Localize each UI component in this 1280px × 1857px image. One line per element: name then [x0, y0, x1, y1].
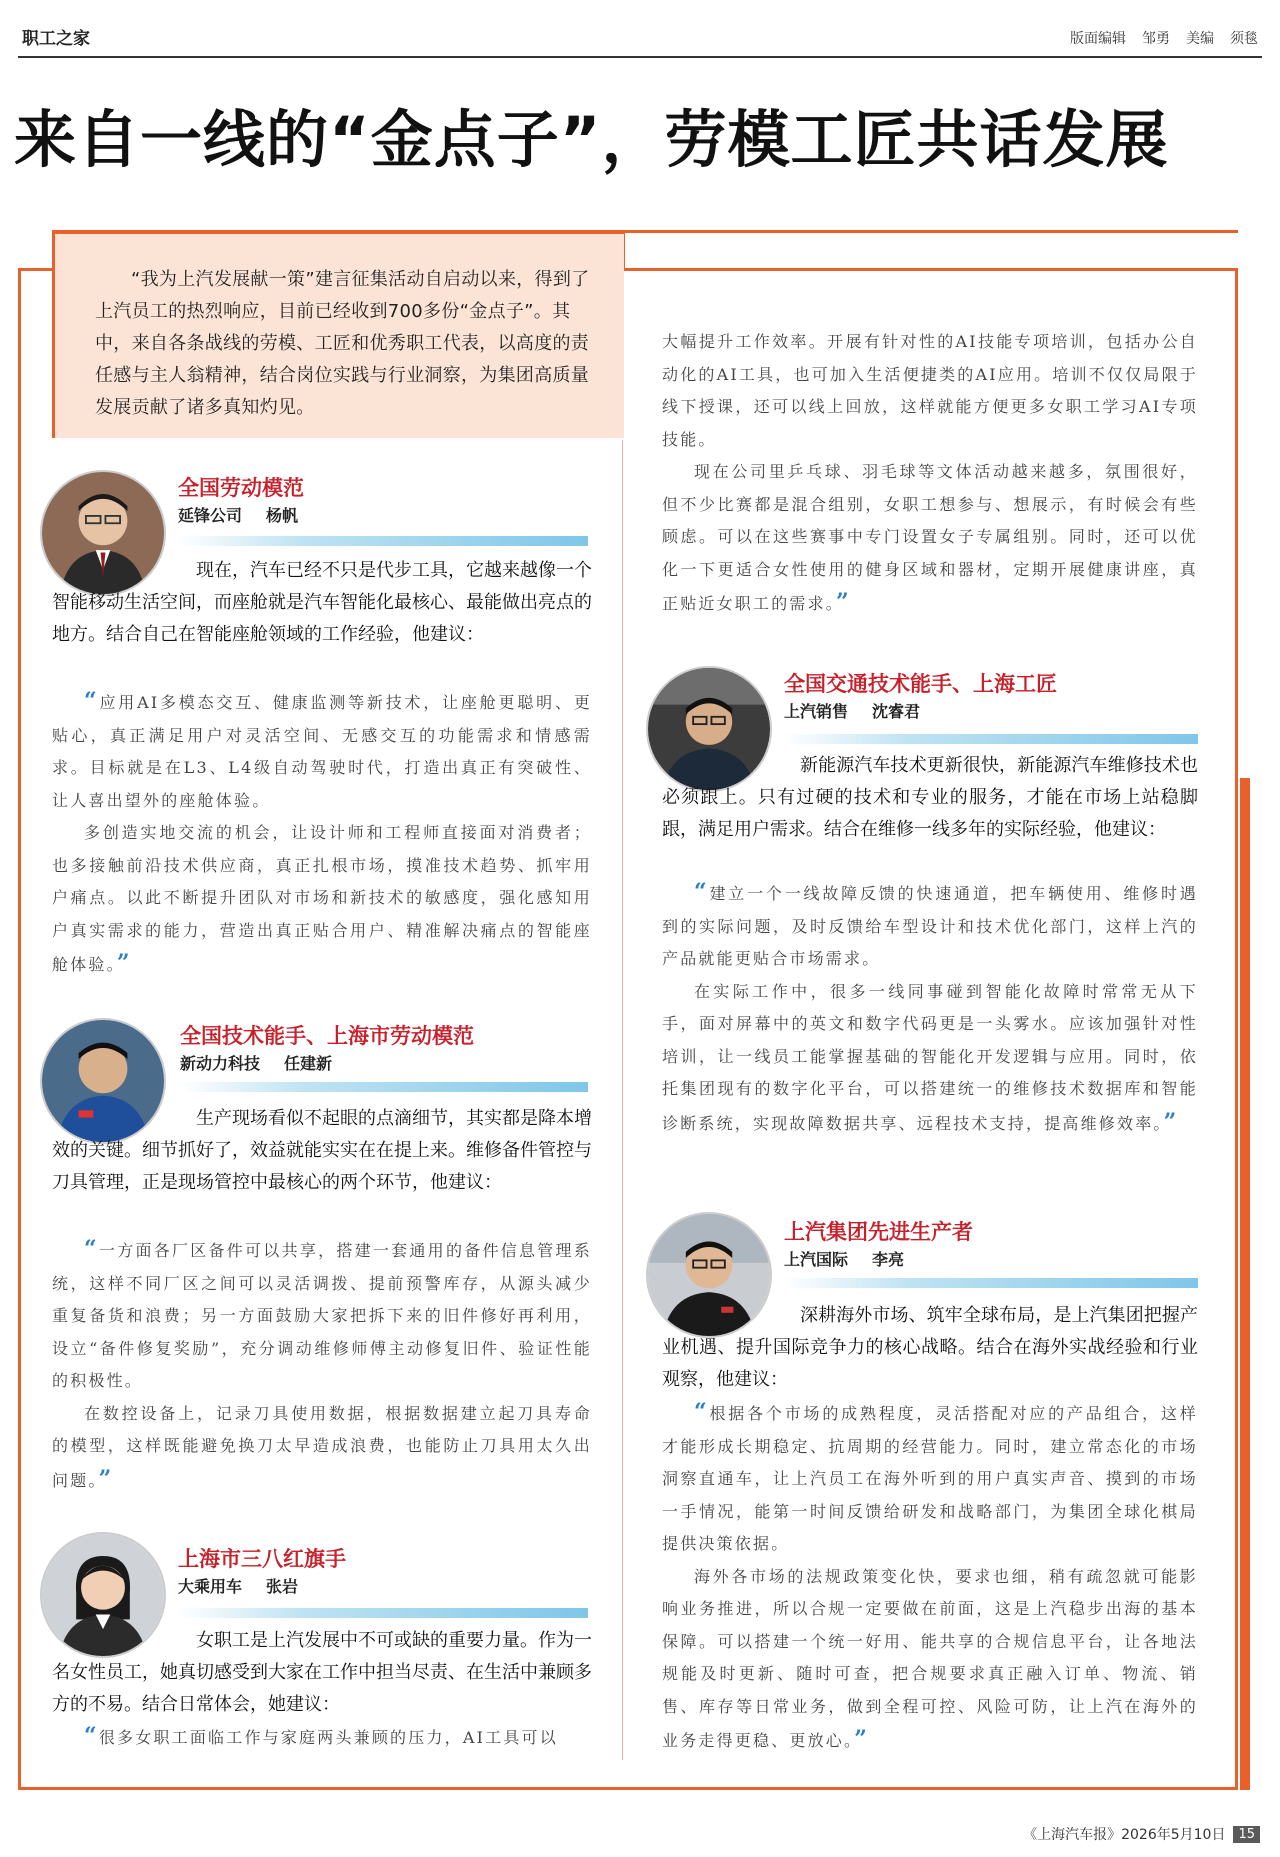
close-quote-icon: ”: [836, 589, 851, 615]
honor-title: 全国劳动模范: [178, 475, 304, 500]
lead-paragraph: 现在，汽车已经不只是代步工具，它越来越像一个智能移动生活空间，而座舱就是汽车智能化最核心、最能做出亮点的地方。结合自己在智能座舱领域的工作经验，他建议：: [52, 560, 592, 645]
quote-text: 在数控设备上，记录刀具使用数据，根据数据建立起刀具寿命的模型，这样既能避免换刀太早造成浪费，也能防止刀具用太久出问题。: [52, 1403, 592, 1490]
quote-text: 应用AI多模态交互、健康监测等新技术，让座舱更聪明、更贴心，真正满足用户对灵活空间、无感交互的功能需求和情感需求。目标就是在L3、L4级自动驾驶时代，打造出真正有突破性、让人喜出望外的座舱体验。: [52, 693, 592, 810]
honor-title: 上海市三八红旗手: [178, 1546, 346, 1571]
quote-text: 在实际工作中，很多一线同事碰到智能化故障时常常无从下手，面对屏幕中的英文和数字代码更是一头雾水。应该加强针对性培训，让一线员工能掌握基础的智能化开发逻辑与应用。同时，依托集团现有的数字化平台，可以搭建统一的维修技术数据库和智能诊断系统，实现故障数据共享、远程技术支持，提高维修效率。: [662, 981, 1198, 1133]
intro-box: [52, 230, 624, 438]
column-divider: [622, 440, 623, 1760]
close-quote-icon: ”: [1163, 1108, 1179, 1135]
editor-credits: [1070, 28, 1258, 48]
section-title: 职工之家: [22, 29, 90, 49]
person-name: 张岩: [266, 1577, 299, 1596]
quote-text: 很多女职工面临工作与家庭两头兼顾的压力，AI工具可以: [98, 1728, 558, 1747]
quote-text: 根据各个市场的成熟程度，灵活搭配对应的产品组合，这样才能形成长期稳定、抗周期的经营能力。同时，建立常态化的市场洞察直通车，让上汽员工在海外听到的用户真实声音、摸到的市场一手情况，能第一时间反馈给研发和战略部门，为集团全球化棋局提供决策依据。: [662, 1404, 1198, 1553]
person-credit: [784, 699, 920, 722]
open-quote-icon: “: [694, 879, 709, 905]
quote-block: [52, 1720, 592, 1755]
lead-paragraph: 女职工是上汽发展中不可或缺的重要力量。作为一名女性员工，她真切感受到大家在工作中担当尽责、在生活中兼顾多方的不易。结合日常体会，她建议：: [52, 1630, 592, 1715]
name-underline-bar: [784, 734, 1198, 744]
close-quote-icon: ”: [854, 1726, 870, 1752]
headline: 来自一线的“金点子”，劳模工匠共话发展: [14, 103, 1169, 176]
quote-text: 海外各市场的法规政策变化快，要求也细，稍有疏忽就可能影响业务推进，所以合规一定要做在前面，这是上汽稳步出海的基本保障。可以搭建一个统一好用、能共享的合规信息平台，让各地法规能及时更新、随时可查，把合规要求真正融入订单、物流、销售、库存等日常业务，做到全程可控、风险可防，让上汽在海外的业务走得更稳、更放心。: [662, 1566, 1198, 1750]
name-underline-bar: [178, 536, 588, 546]
quote-text: 大幅提升工作效率。开展有针对性的AI技能专项培训，包括办公自动化的AI工具，也可加入生活便捷类的AI应用。培训不仅仅局限于线下授课，还可以线上回放，这样就能方便更多女职工学习AI专项技能。: [662, 332, 1198, 449]
quote-text: 建立一个一线故障反馈的快速通道，把车辆使用、维修时遇到的实际问题，及时反馈给车型设计和技术优化部门，这样上汽的产品就能更贴合市场需求。: [662, 884, 1198, 968]
close-quote-icon: ”: [98, 1465, 114, 1492]
lead-paragraph: 生产现场看似不起眼的点滴细节，其实都是降本增效的关键。细节抓好了，效益就能实实在在提上来。维修备件管控与刀具管理，正是现场管控中最核心的两个环节，他建议：: [52, 1108, 592, 1193]
person-company: 延锋公司: [178, 506, 243, 525]
person-credit: [178, 1574, 298, 1597]
lead-paragraph: 新能源汽车技术更新很快，新能源汽车维修技术也必须跟上。只有过硬的技术和专业的服务，才能在市场上站稳脚跟，满足用户需求。结合在维修一线多年的实际经验，他建议：: [662, 755, 1198, 840]
quote-text: 多创造实地交流的机会，让设计师和工程师直接面对消费者；也多接触前沿技术供应商，真正扎根市场，摸准技术趋势、抓牢用户痛点。以此不断提升团队对市场和新技术的敏感度，强化感知用户真实需求的能力，营造出真正贴合用户、精准解决痛点的智能座舱体验。: [52, 823, 592, 974]
frame-top-line: [622, 230, 1238, 233]
page-footer: [1023, 1824, 1260, 1844]
page-number: 15: [1233, 1826, 1260, 1843]
person-credit: [784, 1247, 904, 1270]
designer-label: 美编: [1186, 31, 1214, 47]
open-quote-icon: “: [694, 1399, 709, 1425]
designer-name: 须毯: [1230, 31, 1258, 47]
quote-continuation: [662, 326, 1198, 621]
person-name: 李亮: [872, 1250, 905, 1269]
name-underline-bar: [178, 1608, 588, 1618]
honor-title: 全国交通技术能手、上海工匠: [784, 671, 1057, 696]
quote-block: [662, 1396, 1198, 1758]
editor-label: 版面编辑: [1070, 31, 1126, 47]
newspaper-date: 《上海汽车报》2026年5月10日: [1023, 1827, 1226, 1843]
quote-block: [52, 1233, 592, 1497]
frame-accent-bar: [1240, 778, 1250, 1790]
quote-block: [52, 685, 592, 982]
person-name: 杨帆: [266, 506, 299, 525]
person-company: 上汽国际: [784, 1250, 849, 1269]
name-underline-bar: [784, 1278, 1198, 1288]
person-name: 任建新: [284, 1054, 333, 1073]
honor-title: 上汽集团先进生产者: [784, 1219, 973, 1244]
honor-title: 全国技术能手、上海市劳动模范: [180, 1023, 474, 1048]
name-underline-bar: [180, 1082, 588, 1092]
quote-text: 一方面各厂区备件可以共享，搭建一套通用的备件信息管理系统，这样不同厂区之间可以灵活调拨、提前预警库存，从源头减少重复备货和浪费；另一方面鼓励大家把拆下来的旧件修好再利用，设立“备件修复奖励”，充分调动维修师傅主动修复旧件、验证性能的积极性。: [52, 1241, 592, 1390]
person-company: 上汽销售: [784, 702, 849, 721]
close-quote-icon: ”: [116, 950, 132, 976]
editor-name: 邹勇: [1142, 31, 1170, 47]
person-credit: [178, 503, 298, 526]
person-company: 新动力科技: [180, 1054, 261, 1073]
person-name: 沈睿君: [872, 702, 921, 721]
lead-paragraph: 深耕海外市场、筑牢全球布局，是上汽集团把握产业机遇、提升国际竞争力的核心战略。结合在海外实战经验和行业观察，他建议：: [662, 1305, 1198, 1390]
quote-text: 现在公司里乒乓球、羽毛球等文体活动越来越多，氛围很好，但不少比赛都是混合组别，女职工想参与、想展示，有时候会有些顾虑。可以在这些赛事中专门设置女子专属组别。同时，还可以优化一下更适合女性使用的健身区域和器材，定期开展健康讲座，真正贴近女职工的需求。: [662, 462, 1198, 613]
intro-text: “我为上汽发展献一策”建言征集活动自启动以来，得到了上汽员工的热烈响应，目前已经收到700多份“金点子”。其中，来自各条战线的劳模、工匠和优秀职工代表，以高度的责任感与主人翁精神，结合岗位实践与行业洞察，为集团高质量发展贡献了诸多真知灼见。: [95, 269, 590, 418]
open-quote-icon: “: [84, 688, 99, 714]
open-quote-icon: “: [84, 1236, 99, 1262]
person-credit: [180, 1051, 332, 1074]
person-company: 大乘用车: [178, 1577, 243, 1596]
quote-block: [662, 876, 1198, 1140]
open-quote-icon: “: [84, 1723, 99, 1749]
header-rule: [18, 56, 1262, 58]
